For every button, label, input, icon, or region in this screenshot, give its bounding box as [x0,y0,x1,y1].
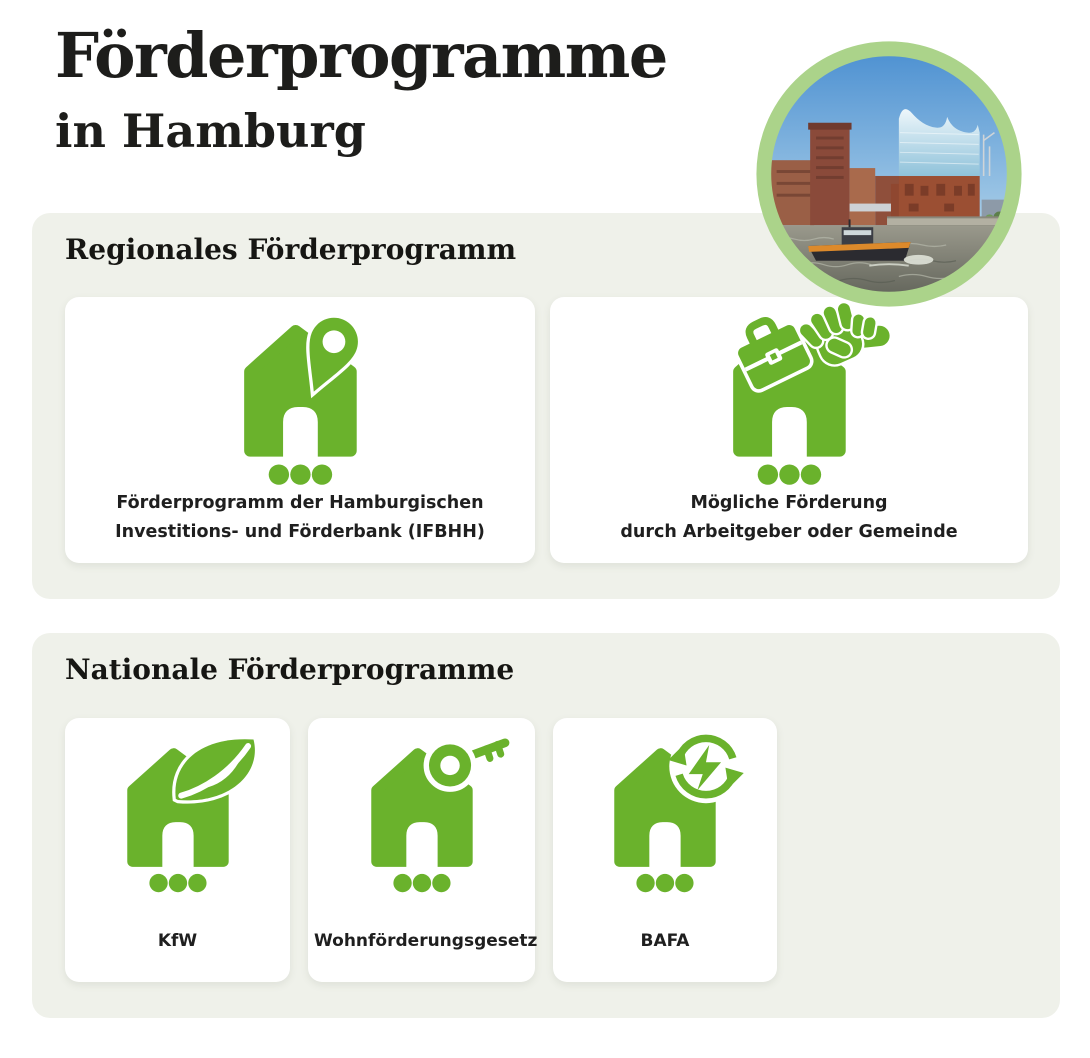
card-ifbhh-label: Förderprogramm der Hamburgischen Investitions- und Förderbank (IFBHH) [115,493,485,543]
card-kfw [65,718,290,982]
section-national-heading: Nationale Förderprogramme [65,653,515,686]
hamburg-photo [751,36,1027,312]
card-bafa-label: BAFA [640,930,690,951]
page-subtitle: in Hamburg [55,104,366,158]
card-employer [550,297,1028,563]
house-leaf-icon [111,732,273,896]
card-ifbhh [65,297,535,563]
house-location-pin-icon [226,307,406,489]
card-kfw-label: KfW [157,930,198,951]
card-employer-label: Mögliche Förderung durch Arbeitgeber oder Gemeinde [620,493,958,543]
page-title: Förderprogramme [55,19,667,92]
card-wfg [308,718,538,982]
house-key-icon [355,732,517,896]
elbphilharmonie-photo-icon [751,36,1027,312]
section-regional-heading: Regionales Förderprogramm [65,233,517,266]
card-wfg-label: Wohnförderungsgesetz [314,930,538,951]
card-bafa [553,718,777,982]
section-national [32,633,1060,1018]
house-briefcase-handshake-icon [715,307,895,489]
house-energy-icon [598,732,760,896]
